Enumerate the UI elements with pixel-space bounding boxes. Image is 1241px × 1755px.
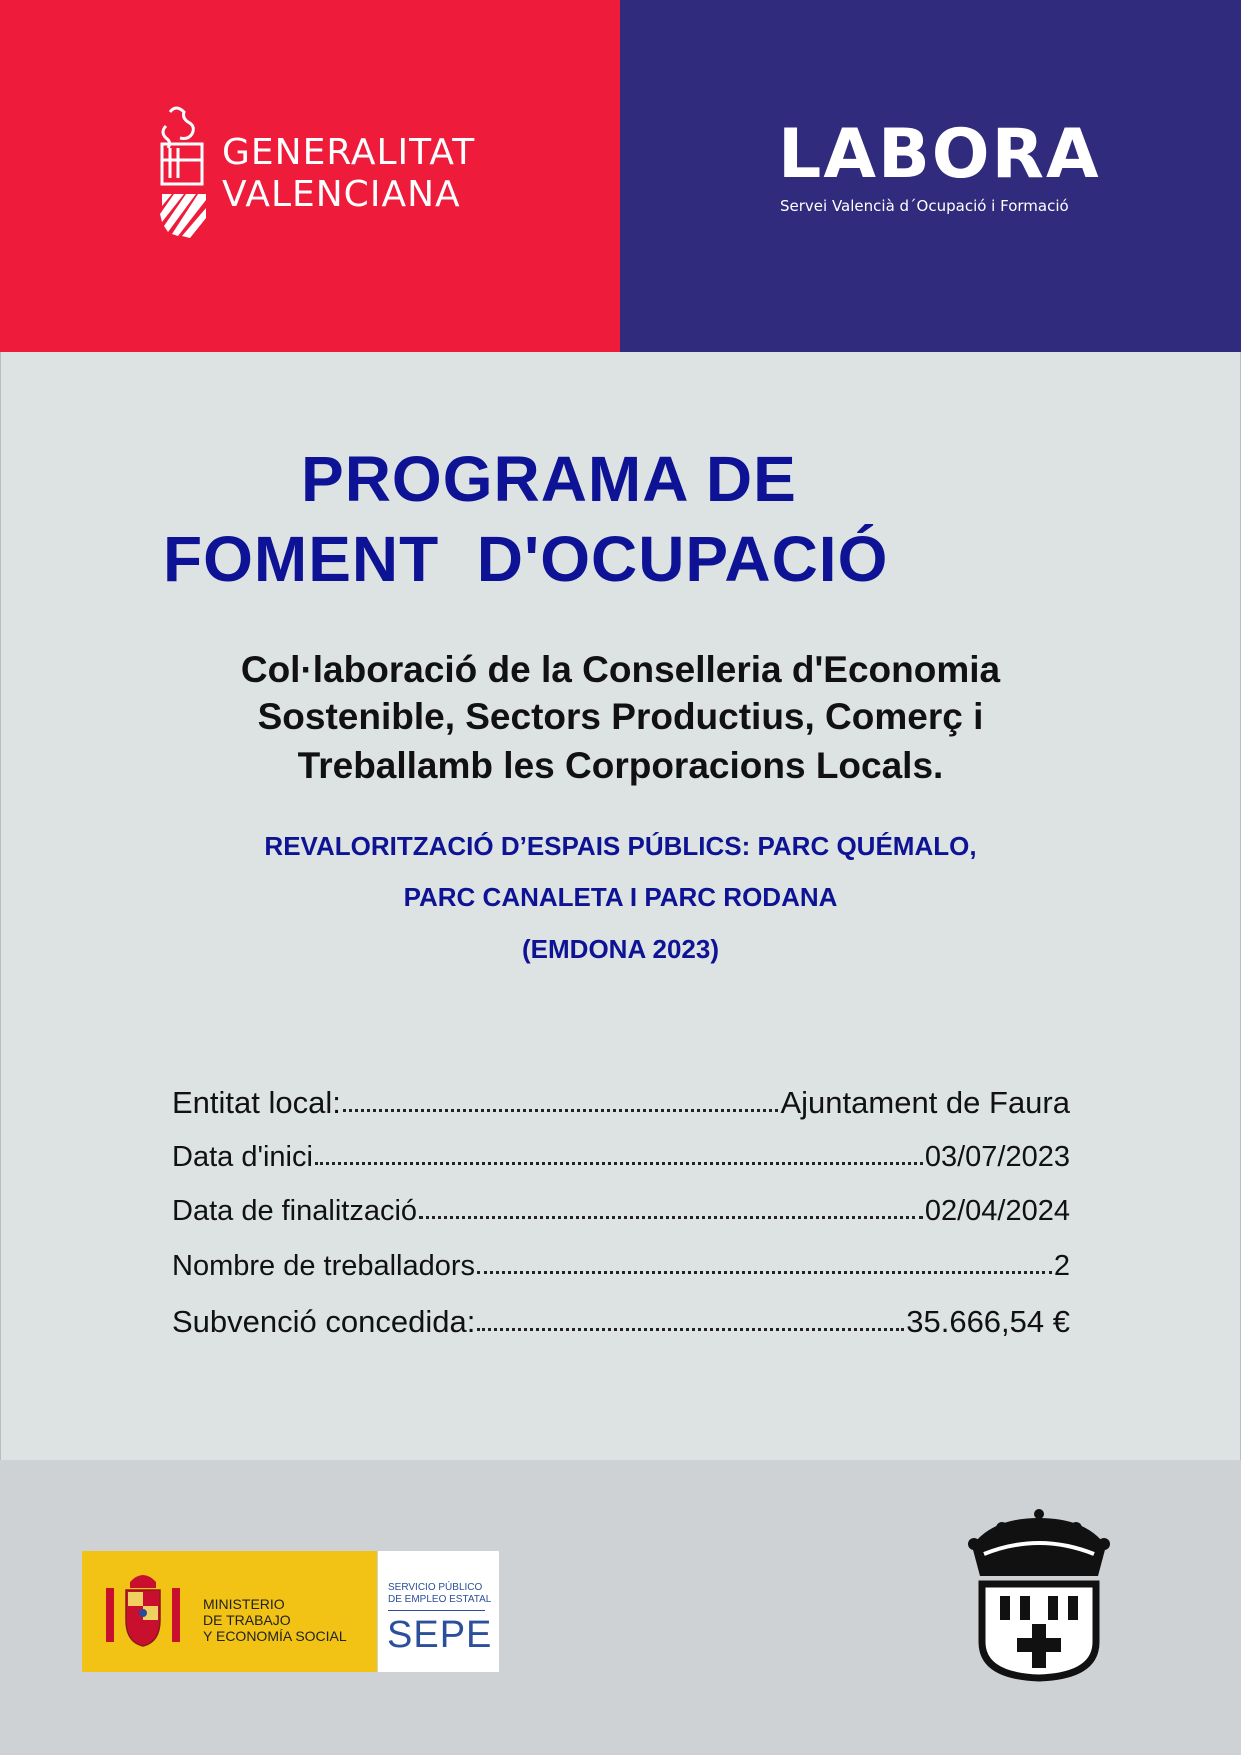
- dot-leader: [315, 1162, 923, 1165]
- detail-label: Data de finalització: [172, 1195, 418, 1227]
- detail-row-start-date: [172, 1141, 1070, 1174]
- detail-value: 2: [1053, 1250, 1070, 1282]
- generalitat-line1: GENERALITAT: [222, 132, 476, 173]
- ministry-name: [203, 1596, 347, 1644]
- generalitat-logo-text: [222, 132, 475, 216]
- dot-leader: [477, 1271, 1052, 1274]
- sepe-small-line1: SERVICIO PÚBLICO: [388, 1582, 483, 1593]
- sepe-title: SEPE: [387, 1614, 493, 1656]
- faura-coat-of-arms-icon: [962, 1506, 1116, 1684]
- detail-value: 35.666,54 €: [906, 1304, 1070, 1339]
- detail-value: 03/07/2023: [924, 1141, 1070, 1173]
- detail-value: Ajuntament de Faura: [780, 1085, 1070, 1120]
- subtitle-line1: Col·laboració de la Conselleria d'Economia: [240, 649, 1001, 690]
- detail-label: Entitat local:: [172, 1085, 341, 1120]
- detail-label: Nombre de treballadors: [172, 1250, 476, 1282]
- detail-label: Subvenció concedida:: [172, 1304, 476, 1339]
- sepe-small-line2: DE EMPLEO ESTATAL: [388, 1594, 492, 1605]
- labora-logo-title: LABORA: [778, 115, 1101, 194]
- detail-row-workers: [172, 1250, 1070, 1283]
- project-name-line1: REVALORITZACIÓ D’ESPAIS PÚBLICS: PARC QUÉMALO,: [264, 831, 977, 861]
- page-title-line1: PROGRAMA DE: [301, 443, 797, 515]
- detail-row-entity: [172, 1085, 1070, 1121]
- ministry-line1: MINISTERIO: [203, 1596, 285, 1612]
- subtitle-line2: Sostenible, Sectors Productius, Comerç i: [257, 696, 984, 737]
- labora-logo-subtitle: Servei Valencià d´Ocupació i Formació: [780, 197, 1069, 215]
- dot-leader: [477, 1328, 904, 1331]
- project-name-line3: (EMDONA 2023): [522, 934, 719, 964]
- spain-coat-of-arms-icon: [100, 1568, 186, 1656]
- detail-label: Data d'inici: [172, 1141, 313, 1173]
- detail-value: 02/04/2024: [924, 1195, 1070, 1227]
- generalitat-emblem-icon: [156, 104, 210, 242]
- sepe-subtitle: [388, 1582, 491, 1606]
- page-title-line2: FOMENT D'OCUPACIÓ: [163, 523, 889, 595]
- project-name-line2: PARC CANALETA I PARC RODANA: [403, 882, 838, 912]
- sepe-divider: [388, 1610, 485, 1611]
- ministry-line3: Y ECONOMÍA SOCIAL: [203, 1628, 347, 1644]
- generalitat-line2: VALENCIANA: [222, 174, 461, 215]
- dot-leader: [343, 1109, 779, 1112]
- ministry-line2: DE TRABAJO: [203, 1612, 291, 1628]
- dot-leader: [419, 1216, 923, 1219]
- subtitle-line3: Treballamb les Corporacions Locals.: [297, 745, 944, 786]
- detail-row-subsidy: [172, 1304, 1070, 1340]
- detail-row-end-date: [172, 1195, 1070, 1228]
